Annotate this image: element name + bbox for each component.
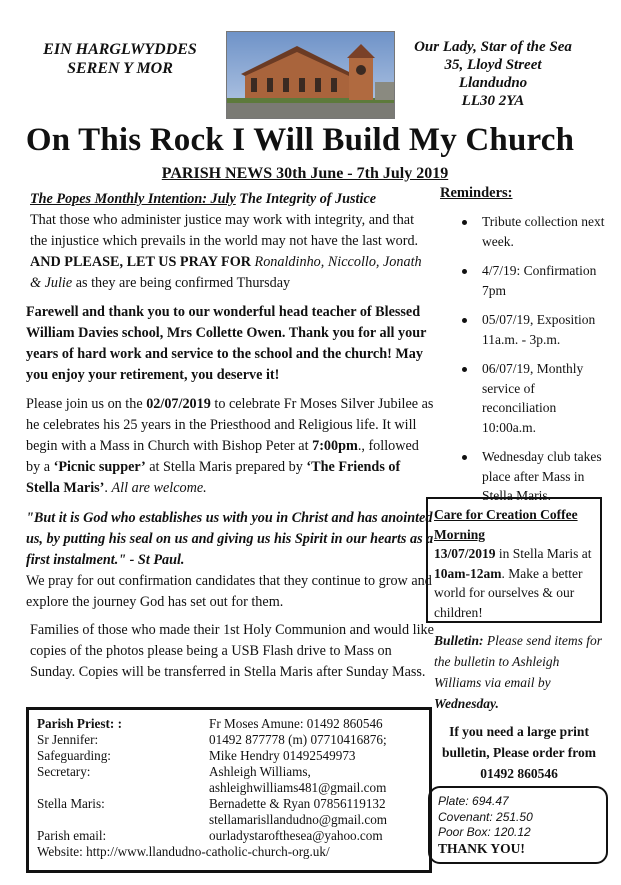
contact-value: Ashleigh Williams, ashleighwilliams481@gmail.com [209, 764, 387, 795]
jubilee-friends: ‘The Friends of Stella Maris’ [26, 459, 401, 496]
farewell-paragraph: Farewell and thank you to our wonderful head teacher of Blessed William Davies school, Mrs Collette Owen. Thank you for all your years of hard work and service to the school and the church! May you enjoy your retirement, you deserve it! [26, 304, 427, 383]
reminder-text: 4/7/19: Confirmation 7pm [482, 263, 597, 298]
care-text: in Stella Maris at [495, 546, 592, 561]
table-row [37, 828, 421, 844]
list-item [462, 310, 610, 349]
website-line: Website: http://www.llandudno-catholic-church-org.uk/ [37, 844, 330, 859]
contact-value: ourladystarofthesea@yahoo.com [209, 828, 383, 843]
contact-label: Stella Maris: [37, 796, 105, 811]
contacts-box [26, 707, 432, 873]
bulletin-label: Bulletin: [434, 633, 484, 648]
contact-value: 01492 877778 (m) 07710416876; [209, 732, 387, 747]
address-line: LL30 2YA [461, 93, 525, 109]
quote-text: "But it is God who establishes us with you in Christ and has anointed us, by putting his seal on us and giving us his Spirit in our hearts as a first instalment." - St Paul. [26, 510, 434, 568]
reminders-title: Reminders: [440, 185, 513, 201]
jubilee-text: to celebrate Fr Moses Silver Jubilee as he celebrates his 25 years in the Priesthood and Religious life. It will begin with a Mass in Church with Bishop Peter at [26, 396, 434, 454]
communion-photos-notice: Families of those who made their 1st Holy Communion and would like copies of the photos please being a USB Flash drive to Mass on Sunday. Copies will be transferred in Stella Maris after Sunday Mass. [30, 622, 434, 680]
bullet-icon [462, 220, 467, 225]
intention-theme: The Integrity of Justice [235, 191, 377, 207]
jubilee-picnic: ‘Picnic supper’ [53, 459, 146, 475]
bullet-icon [462, 269, 467, 274]
intention-label: The Popes Monthly Intention: July [30, 191, 236, 207]
jubilee-date: 02/07/2019 [146, 396, 211, 412]
jubilee-text: . [104, 480, 112, 496]
table-row [37, 764, 421, 796]
contact-label: Sr Jennifer: [37, 732, 99, 747]
list-item [462, 359, 610, 437]
care-time: 10am-12am [434, 565, 502, 581]
welsh-line-2: SEREN Y MOR [67, 60, 173, 77]
contact-value: Mike Hendry 01492549973 [209, 748, 356, 763]
care-text: . Make a better world for ourselves & our children! [434, 565, 583, 620]
reminder-text: 06/07/19, Monthly service of reconciliation 10:00a.m. [482, 361, 584, 435]
list-item [462, 261, 610, 300]
jubilee-text: ., followed by a [26, 438, 419, 475]
care-date: 13/07/2019 [434, 546, 496, 561]
jubilee-time: 7:00pm [312, 438, 358, 454]
jubilee-text: at Stella Maris prepared by [145, 459, 307, 475]
jubilee-welcome: All are welcome. [111, 480, 207, 496]
contact-label: Secretary: [37, 764, 91, 779]
table-row [37, 732, 421, 748]
offertory-box [428, 786, 608, 864]
jubilee-text: Please join us on the [26, 396, 147, 412]
bulletin-text: Please send items for the bulletin to Ashleigh Williams via email by [434, 633, 602, 690]
jubilee-paragraph [26, 394, 436, 499]
care-title: Care for Creation Coffee Morning [434, 507, 578, 542]
popes-intention [30, 189, 430, 294]
bullet-icon [462, 367, 467, 372]
address-line: Llandudno [458, 75, 528, 91]
scripture-quote [26, 508, 436, 613]
care-for-creation-box [426, 497, 602, 623]
table-row [37, 796, 421, 828]
reminder-text: Wednesday club takes place after Mass in Stella Maris. [482, 449, 602, 503]
intention-pray: AND PLEASE, LET US PRAY FOR [30, 254, 255, 270]
bulletin-day: Wednesday. [434, 696, 499, 711]
reminders-list [462, 212, 610, 516]
bullet-icon [462, 318, 467, 323]
parish-address [398, 38, 588, 110]
page-title: On This Rock I Will Build My Church [25, 122, 575, 158]
welsh-parish-name [20, 40, 220, 78]
intention-names: Ronaldinho, Niccollo, Jonath & Julie [30, 254, 422, 291]
thank-you-text: THANK YOU! [438, 840, 525, 856]
table-row [37, 716, 421, 732]
reminder-text: Tribute collection next week. [482, 214, 605, 249]
confirmation-prayer: We pray for out confirmation candidates that they continue to grow and explore the journey God has set out for them. [26, 573, 432, 610]
contact-value: Bernadette & Ryan 07856119132 stellamarisllandudno@gmail.com [209, 796, 388, 827]
intention-text: That those who administer justice may work with integrity, and that the injustice which prevails in the world may not have the last word. [30, 212, 419, 249]
table-row [37, 748, 421, 764]
church-illustration [227, 32, 395, 119]
bulletin-notice [434, 630, 604, 714]
covenant-amount: Covenant: 251.50 [438, 809, 533, 824]
reminder-text: 05/07/19, Exposition 11a.m. - 3p.m. [482, 312, 596, 347]
large-print-notice: If you need a large print bulletin, Please order from 01492 860546 [442, 724, 596, 781]
poor-box-amount: Poor Box: 120.12 [438, 825, 531, 839]
address-line: Our Lady, Star of the Sea [414, 39, 572, 55]
plate-amount: Plate: 694.47 [438, 794, 509, 808]
list-item [462, 212, 610, 251]
contacts-table [37, 716, 421, 844]
contact-label: Parish Priest: : [37, 716, 122, 731]
contact-label: Safeguarding: [37, 748, 111, 763]
contact-label: Parish email: [37, 828, 107, 843]
intention-tail: as they are being confirmed Thursday [72, 275, 291, 291]
address-line: 35, Lloyd Street [444, 57, 542, 73]
bullet-icon [462, 455, 467, 460]
contact-value: Fr Moses Amune: 01492 860546 [209, 716, 383, 731]
church-photo [226, 31, 395, 119]
welsh-line-1: EIN HARGLWYDDES [43, 41, 197, 58]
news-date-heading: PARISH NEWS 30th June - 7th July 2019 [161, 165, 449, 182]
